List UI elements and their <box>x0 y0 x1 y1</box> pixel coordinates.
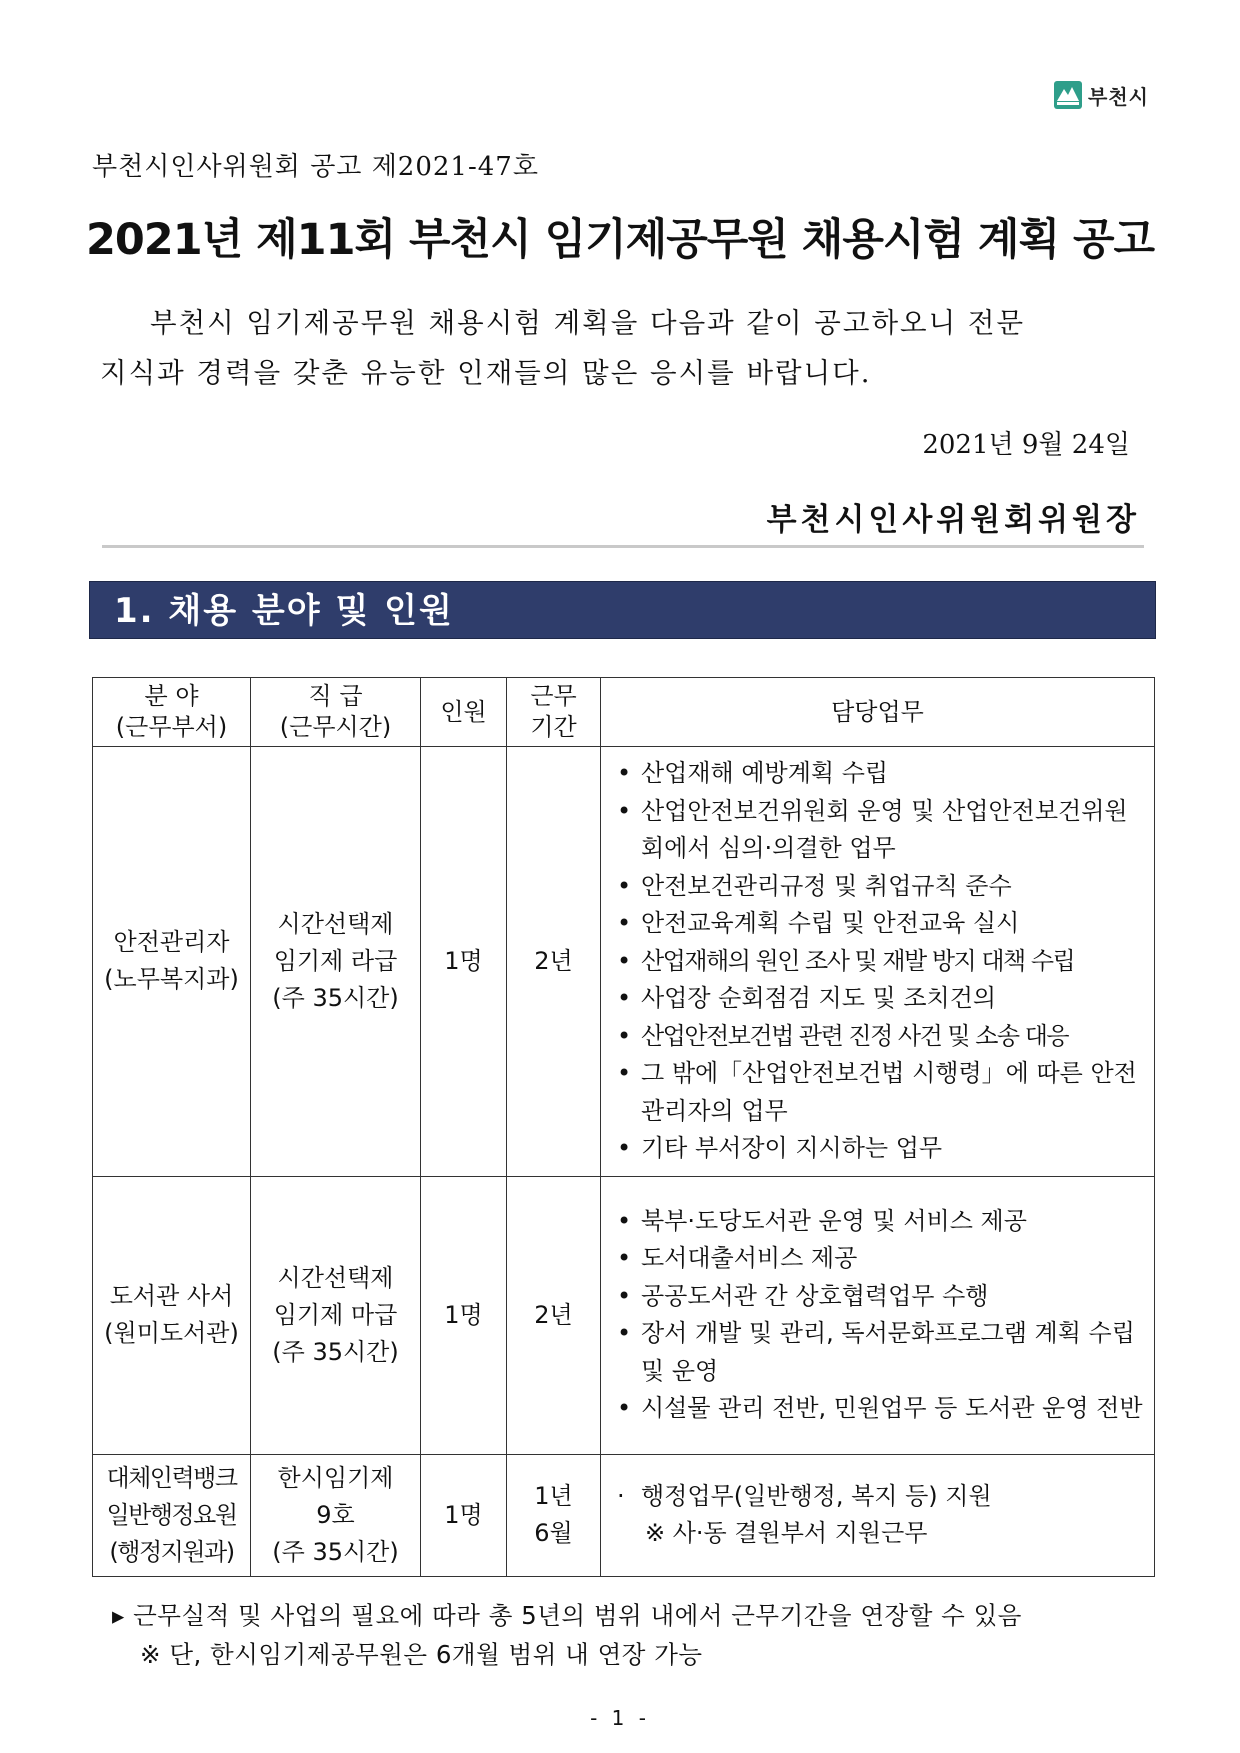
cell-grade <box>251 1176 421 1454</box>
field-dept: (행정지원과) <box>109 1537 234 1566</box>
grade-line1: 시간선택제 <box>277 909 394 938</box>
bullet-icon: • <box>617 1394 632 1422</box>
cell-duties <box>601 1176 1155 1454</box>
grade-line3: (주 35시간) <box>272 983 399 1012</box>
duty-text: 도서대출서비스 제공 <box>641 1244 858 1272</box>
duty-text: 사업장 순회점검 지도 및 조치건의 <box>641 984 997 1012</box>
footnote-extension: ▸ 근무실적 및 사업의 필요에 따라 총 5년의 범위 내에서 근무기간을 연장할 수 있음 <box>112 1601 1022 1630</box>
list-item <box>613 1390 1146 1428</box>
list-item <box>613 943 1146 981</box>
buchon-city-logo <box>1054 80 1164 110</box>
cell-count: 1명 <box>421 1454 507 1576</box>
grade-line3: (주 35시간) <box>272 1537 399 1566</box>
bullet-icon: • <box>617 871 632 900</box>
logo-text: 부천시 <box>1088 84 1149 109</box>
field-dept: (원미도서관) <box>104 1319 239 1347</box>
cell-count: 1명 <box>421 747 507 1177</box>
bullet-icon: • <box>617 984 632 1012</box>
duty-list <box>613 755 1146 1168</box>
cell-period: 2년 <box>507 747 601 1177</box>
duty-text: 공공도서관 간 상호협력업무 수행 <box>641 1281 989 1310</box>
header-grade-line2: (근무시간) <box>279 713 392 741</box>
duty-text: 그 밖에「산업안전보건법 시행령」에 따른 안전관리자의 업무 <box>641 1059 1137 1125</box>
grade-line1: 시간선택제 <box>277 1263 394 1292</box>
list-item <box>613 1240 1146 1278</box>
grade-line3: (주 35시간) <box>272 1337 399 1366</box>
cell-duties <box>601 747 1155 1177</box>
list-item <box>613 1203 1146 1241</box>
list-item <box>613 793 1146 868</box>
list-item <box>613 1278 1146 1316</box>
notice-date: 2021년 9월 24일 <box>922 430 1130 460</box>
grade-line2: 임기제 마급 <box>273 1300 398 1329</box>
bullet-icon: • <box>617 796 632 825</box>
list-item <box>613 980 1146 1018</box>
bullet-icon: • <box>617 1206 632 1235</box>
cell-field <box>93 1176 251 1454</box>
header-field <box>93 678 251 747</box>
list-item <box>613 868 1146 906</box>
duty-text: 행정업무(일반행정, 복지 등) 지원 <box>641 1481 992 1510</box>
intro-line-2: 지식과 경력을 갖춘 유능한 인재들의 많은 응시를 바랍니다. <box>100 357 872 389</box>
duty-text: 기타 부서장이 지시하는 업무 <box>641 1134 943 1162</box>
field-dept: (노무복지과) <box>104 965 239 994</box>
duty-list <box>613 1478 1146 1516</box>
field-name: 대체인력뱅크 <box>106 1463 237 1492</box>
section-1-title: 1. 채용 분야 및 인원 <box>89 581 1156 639</box>
bullet-icon: • <box>617 1021 630 1050</box>
header-field-line1: 분 야 <box>144 682 199 710</box>
duty-text: 산업안전보건법 관련 진정 사건 및 소송 대응 <box>641 1021 1069 1050</box>
cell-grade <box>251 747 421 1177</box>
intro-paragraph <box>100 298 1160 398</box>
table-row <box>93 747 1155 1177</box>
header-count: 인원 <box>421 678 507 747</box>
duty-text: 안전보건관리규정 및 취업규칙 준수 <box>641 871 1012 900</box>
table-row <box>93 1176 1155 1454</box>
bullet-icon: • <box>617 1134 632 1162</box>
grade-line2: 임기제 라급 <box>273 946 398 975</box>
field-name: 도서관 사서 <box>109 1282 234 1310</box>
page-number: - 1 - <box>590 1706 650 1730</box>
header-grade-line1: 직 급 <box>308 682 363 710</box>
list-item <box>613 755 1146 793</box>
header-divider <box>102 545 1144 548</box>
field-name: 안전관리자 <box>113 928 230 957</box>
cell-count: 1명 <box>421 1176 507 1454</box>
bullet-icon: • <box>617 1244 632 1272</box>
duty-text: 산업재해 예방계획 수립 <box>641 759 889 787</box>
header-period-line1: 근무 <box>530 682 577 710</box>
buchon-logo-icon <box>1054 81 1082 109</box>
cell-period: 2년 <box>507 1176 601 1454</box>
bullet-icon: • <box>617 1059 632 1087</box>
grade-line1: 한시임기제 <box>277 1463 394 1492</box>
bullet-icon: • <box>617 909 632 937</box>
cell-field <box>93 747 251 1177</box>
table-row <box>93 1454 1155 1576</box>
duty-text: 산업재해의 원인 조사 및 재발 방지 대책 수립 <box>641 946 1075 975</box>
bullet-icon: • <box>617 1319 632 1347</box>
bullet-icon: • <box>617 946 630 975</box>
bullet-icon: • <box>617 759 632 787</box>
bullet-icon: • <box>617 1281 632 1310</box>
list-item <box>613 1018 1146 1056</box>
header-duties: 담당업무 <box>601 678 1155 747</box>
cell-grade <box>251 1454 421 1576</box>
duty-text: 북부·도당도서관 운영 및 서비스 제공 <box>641 1206 1027 1235</box>
duty-text: 시설물 관리 전반, 민원업무 등 도서관 운영 전반 <box>641 1394 1143 1422</box>
period-line1: 1년 <box>534 1482 573 1510</box>
footnote-exception: ※ 단, 한시임기제공무원은 6개월 범위 내 연장 가능 <box>140 1640 703 1669</box>
list-item <box>613 1055 1146 1130</box>
list-item <box>613 1130 1146 1168</box>
cell-period <box>507 1454 601 1576</box>
cell-field <box>93 1454 251 1576</box>
header-field-line2: (근무부서) <box>115 713 228 741</box>
grade-line2: 9호 <box>316 1500 355 1529</box>
notice-number: 부천시인사위원회 공고 제2021-47호 <box>92 152 539 182</box>
list-item <box>613 905 1146 943</box>
header-period-line2: 기간 <box>530 713 577 741</box>
table-header-row <box>93 678 1155 747</box>
duty-text: 안전교육계획 수립 및 안전교육 실시 <box>641 909 1020 937</box>
list-item <box>613 1478 1146 1516</box>
page-title: 2021년 제11회 부천시 임기제공무원 채용시험 계획 공고 <box>85 215 1155 265</box>
duty-text: 장서 개발 및 관리, 독서문화프로그램 계획 수립 및 운영 <box>641 1319 1135 1385</box>
field-subname: 일반행정요원 <box>106 1500 237 1529</box>
issuer-name: 부천시인사위원회위원장 <box>766 502 1140 538</box>
header-grade <box>251 678 421 747</box>
period-line2: 6월 <box>534 1519 573 1547</box>
duty-text: 산업안전보건위원회 운영 및 산업안전보건위원회에서 심의·의결한 업무 <box>641 796 1128 862</box>
duty-list <box>613 1203 1146 1428</box>
bullet-icon: · <box>617 1481 625 1510</box>
header-period <box>507 678 601 747</box>
list-item <box>613 1315 1146 1390</box>
duty-note: ※ 사·동 결원부서 지원근무 <box>645 1519 928 1548</box>
intro-line-1: 부천시 임기제공무원 채용시험 계획을 다음과 같이 공고하오니 전문 <box>150 307 1026 339</box>
recruitment-table <box>92 677 1155 1577</box>
cell-duties <box>601 1454 1155 1576</box>
